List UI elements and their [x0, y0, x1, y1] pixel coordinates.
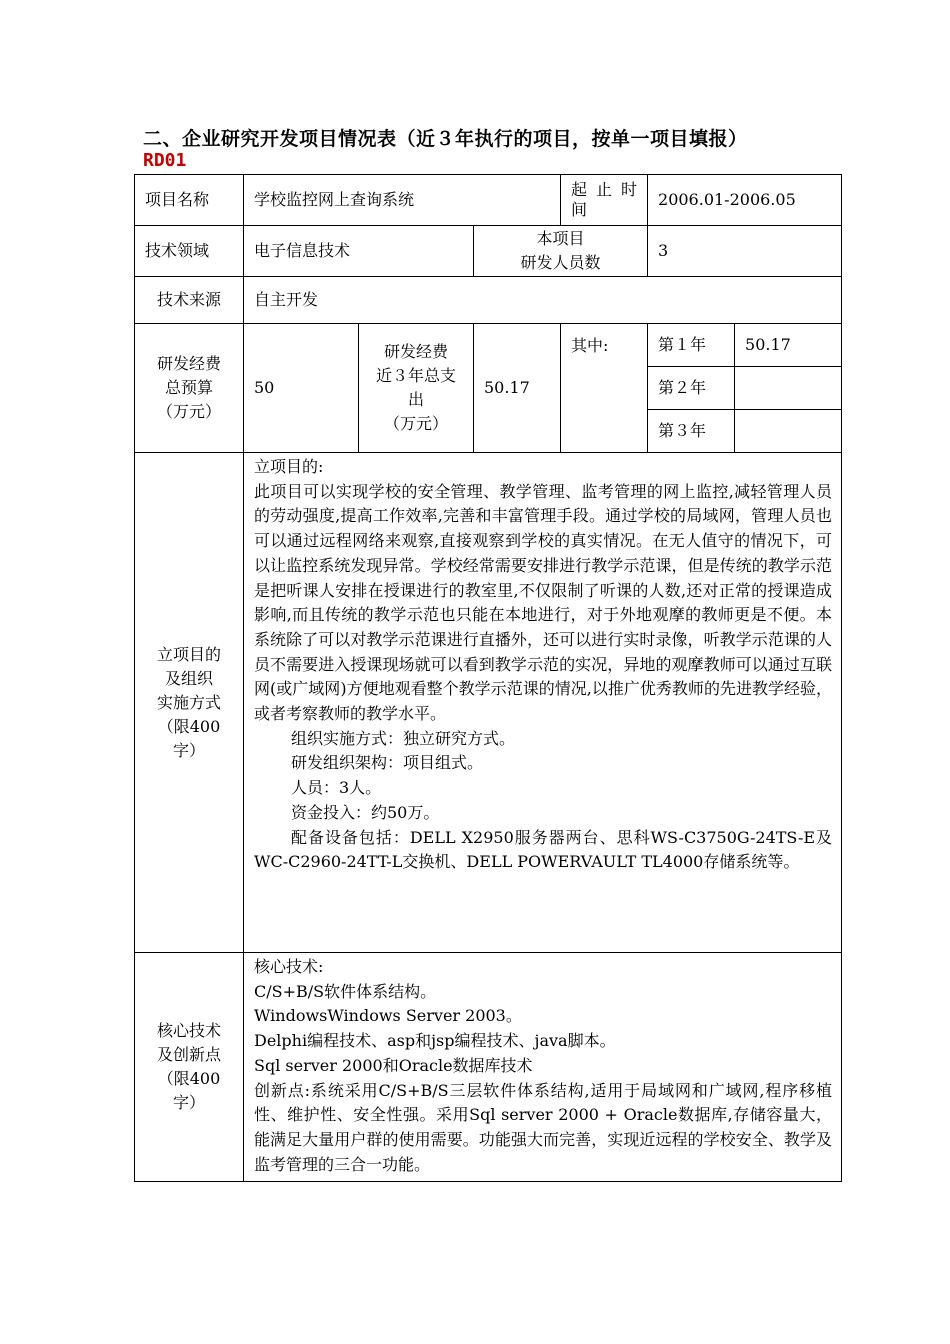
spent-label	[359, 324, 474, 453]
row-project-name	[135, 175, 842, 226]
core-label	[135, 953, 244, 1182]
core-heading: 核心技术:	[254, 957, 324, 976]
project-name-label: 项目名称	[135, 175, 244, 226]
tech-source-value: 自主开发	[244, 277, 842, 324]
core-line-3: Delphi编程技术、asp和jsp编程技术、java脚本。	[254, 1031, 616, 1051]
project-table	[134, 174, 842, 1182]
staff-count-value: 3	[648, 226, 842, 277]
tech-field-label: 技术领域	[135, 226, 244, 277]
row-purpose	[135, 453, 842, 953]
total-budget-label-line3: （万元）	[156, 402, 221, 421]
staff-count-label-line1: 本项目	[536, 229, 585, 248]
total-budget-label	[135, 324, 244, 453]
purpose-heading: 立项目的:	[254, 457, 324, 476]
row-tech-source	[135, 277, 842, 324]
spent-label-line4: （万元）	[383, 414, 448, 433]
year3-label: 第３年	[648, 410, 735, 453]
form-code: RD01	[143, 150, 187, 171]
purpose-label-line5: 字）	[172, 740, 205, 760]
spent-label-line2: 近３年总支	[375, 366, 456, 385]
purpose-label-line3: 实施方式	[156, 692, 221, 712]
purpose-label	[135, 453, 244, 953]
year1-label: 第１年	[648, 324, 735, 367]
innovation: 创新点:系统采用C/S+B/S三层软件体系结构,适用于局域网和广域网,程序移植性、维护性、安全性强。采用Sql server 2000 + Oracle数据库,存储容量大，能满足大量用户群的使用需要。功能强大而完善，实现近远程的学校安全、教学及监考管理的三合一功能。	[254, 1080, 833, 1174]
core-label-line3: （限400	[157, 1069, 221, 1089]
org-structure: 研发组织架构：项目组式。	[291, 753, 484, 773]
equipment: 配备设备包括：DELL X2950服务器两台、思科WS-C3750G-24TS-E及WC-C2960-24TT-L交换机、DELL POWERVAULT TL4000存储系统等。	[254, 827, 833, 872]
core-line-2: WindowsWindows Server 2003。	[254, 1006, 522, 1026]
core-label-line4: 字）	[172, 1093, 205, 1113]
total-budget-value: 50	[244, 324, 359, 453]
purpose-label-line1: 立项目的	[156, 644, 221, 664]
core-line-4: Sql server 2000和Oracle数据库技术	[254, 1055, 533, 1075]
row-budget-year1	[135, 324, 842, 367]
org-method: 组织实施方式：独立研究方式。	[291, 728, 516, 748]
staff-count-label	[474, 226, 648, 277]
staff-count-label-line2: 研发人员数	[520, 253, 601, 272]
period-value: 2006.01-2006.05	[648, 175, 842, 226]
period-label: 起止时间	[561, 175, 648, 226]
total-budget-label-line1: 研发经费	[156, 354, 221, 373]
page-title: 二、企业研究开发项目情况表（近３年执行的项目，按单一项目填报）	[143, 128, 748, 150]
tech-field-value: 电子信息技术	[244, 226, 474, 277]
project-name-value: 学校监控网上查询系统	[244, 175, 561, 226]
row-core-tech	[135, 953, 842, 1182]
purpose-content	[244, 453, 842, 953]
purpose-label-line4: （限400	[157, 716, 221, 736]
funding: 资金投入：约50万。	[291, 802, 440, 822]
purpose-label-line2: 及组织	[164, 668, 213, 688]
total-budget-label-line2: 总预算	[164, 378, 213, 397]
tech-source-label: 技术来源	[135, 277, 244, 324]
purpose-paragraph: 此项目可以实现学校的安全管理、教学管理、监考管理的网上监控,减轻管理人员的劳动强度,提高工作效率,完善和丰富管理手段。通过学校的局域网，管理人员也可以通过远程网络来观察,直接观察到学校的真实情况。在无人值守的情况下，可以让监控系统发现异常。学校经常需要安排进行教学示范课，但是传统的教学示范是把听课人安排在授课进行的教室里,不仅限制了听课的人数,还对正常的授课造成影响,而且传统的教学示范也只能在本地进行，对于外地观摩的教师更是不便。本系统除了可以对教学示范课进行直播外，还可以进行实时录像，听教学示范课的人员不需要进入授课现场就可以看到教学示范的实况，异地的观摩教师可以通过互联网(或广域网)方便地观看整个教学示范课的情况,以推广优秀教师的先进教学经验，或者考察教师的教学水平。	[254, 481, 833, 724]
core-label-line1: 核心技术	[156, 1021, 221, 1041]
of-which-label: 其中:	[561, 324, 648, 453]
year3-value	[735, 410, 842, 453]
spent-value: 50.17	[474, 324, 561, 453]
year2-value	[735, 367, 842, 410]
spent-label-line1: 研发经费	[383, 342, 448, 361]
spent-label-line3: 出	[407, 390, 424, 409]
year1-value: 50.17	[735, 324, 842, 367]
core-line-1: C/S+B/S软件体系结构。	[254, 981, 437, 1001]
staff-count: 人员：3人。	[291, 778, 382, 798]
row-tech-field	[135, 226, 842, 277]
core-label-line2: 及创新点	[156, 1045, 221, 1065]
year2-label: 第２年	[648, 367, 735, 410]
core-content	[244, 953, 842, 1182]
